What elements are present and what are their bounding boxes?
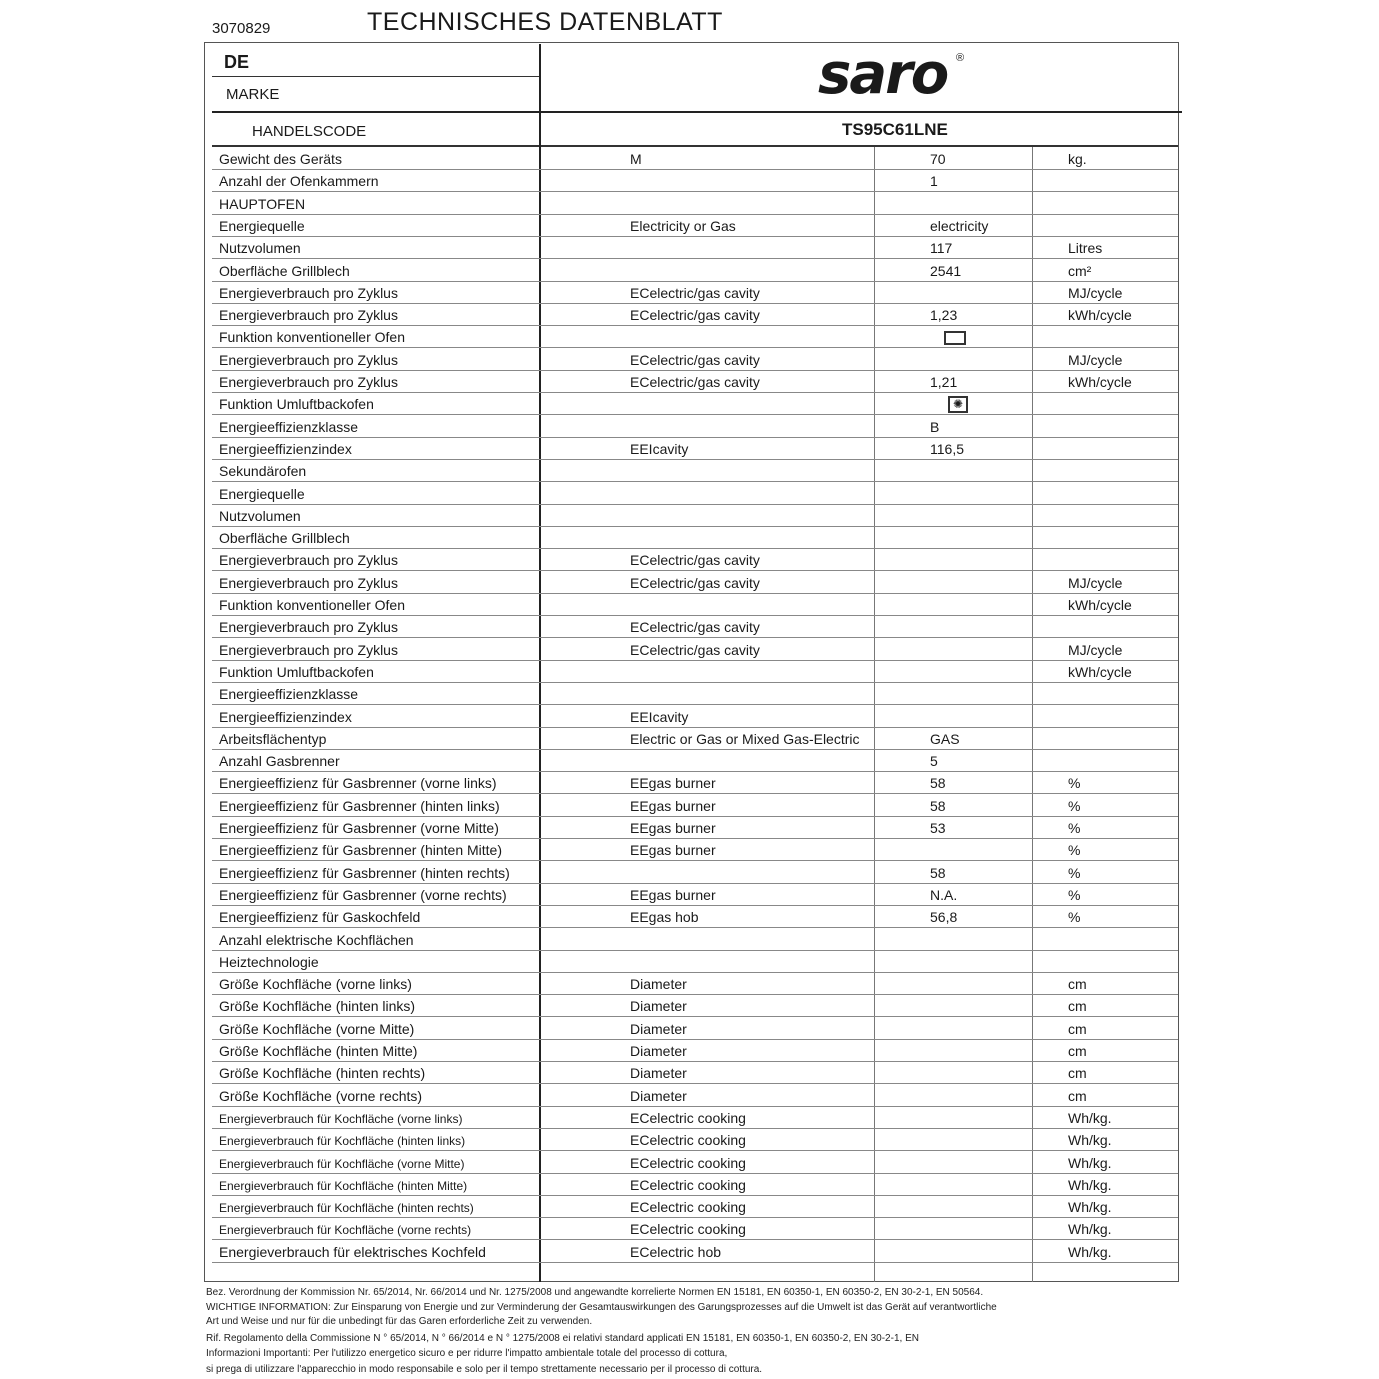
table-row <box>0 549 1379 571</box>
brand-logo: saro <box>818 42 948 107</box>
row-label: Energieverbrauch pro Zyklus <box>219 619 398 636</box>
row-symbol: ECelectric hob <box>630 1243 722 1260</box>
row-symbol: Diameter <box>630 1065 687 1082</box>
table-row <box>0 817 1379 839</box>
row-unit: cm <box>1068 1043 1087 1059</box>
row-unit: Wh/kg. <box>1068 1221 1112 1238</box>
row-label: Energieeffizienzindex <box>219 440 352 457</box>
row-unit: kWh/cycle <box>1068 307 1132 324</box>
row-value: 116,5 <box>930 440 964 457</box>
row-value: 117 <box>930 240 953 257</box>
row-symbol: ECelectric/gas cavity <box>630 307 760 324</box>
row-symbol: M <box>630 151 642 167</box>
row-value: 58 <box>930 864 946 881</box>
row-symbol: ECelectric/gas cavity <box>630 552 760 569</box>
table-row <box>0 616 1379 638</box>
row-value: B <box>930 418 940 435</box>
table-row <box>0 260 1379 282</box>
row-unit: Wh/kg. <box>1068 1199 1112 1216</box>
footer-line: WICHTIGE INFORMATION: Zur Einsparung von Energie und zur Verminderung der Gesamtauswirkungen des Garungsprozesses auf die Umwelt ist das Gerät auf verantwortliche <box>206 1302 997 1313</box>
row-label: Energieeffizienz für Gasbrenner (vorne links) <box>219 775 497 792</box>
row-label: Energieverbrauch für Kochfläche (hinten links) <box>219 1134 466 1149</box>
row-label: Energieverbrauch für Kochfläche (hinten rechts) <box>219 1201 474 1216</box>
row-symbol: ECelectric/gas cavity <box>630 374 760 390</box>
document-id: 3070829 <box>212 20 271 37</box>
row-label: Anzahl Gasbrenner <box>219 753 340 770</box>
row-value: 70 <box>930 151 946 167</box>
row-value: 1,21 <box>930 374 958 390</box>
row-value: N.A. <box>930 886 958 903</box>
row-symbol: ECelectric cooking <box>630 1199 746 1216</box>
row-unit: MJ/cycle <box>1068 641 1123 658</box>
row-unit: % <box>1068 864 1081 881</box>
row-unit: Wh/kg. <box>1068 1243 1112 1260</box>
row-value: 58 <box>930 775 946 792</box>
table-row <box>0 1040 1379 1062</box>
row-symbol: EEgas burner <box>630 842 716 859</box>
table-row <box>0 416 1379 438</box>
row-label: Nutzvolumen <box>219 507 301 524</box>
row-label: Energieverbrauch für Kochfläche (vorne rechts) <box>219 1223 472 1238</box>
row-unit: cm <box>1068 1020 1087 1037</box>
table-row <box>0 326 1379 348</box>
row-label: HAUPTOFEN <box>219 195 306 212</box>
row-symbol: ECelectric cooking <box>630 1176 746 1193</box>
row-label: Energieeffizienz für Gasbrenner (vorne Mitte) <box>219 820 499 836</box>
table-row <box>0 884 1379 906</box>
table-row <box>0 951 1379 973</box>
row-label: Energiequelle <box>219 485 305 502</box>
row-divider <box>212 1262 1178 1263</box>
language-code: DE <box>224 52 250 72</box>
page-title: TECHNISCHES DATENBLATT <box>367 8 723 36</box>
conventional-oven-icon <box>944 331 966 345</box>
row-label: Funktion konventioneller Ofen <box>219 329 405 346</box>
row-label: Energieverbrauch pro Zyklus <box>219 374 398 390</box>
footer-line: Bez. Verordnung der Kommission Nr. 65/2014, Nr. 66/2014 und Nr. 1275/2008 und angewandte korrelierte Normen EN 15181, EN 60350-1, EN 60350-2, EN 30-2-1, EN 50564. <box>206 1287 984 1298</box>
row-value: 5 <box>930 753 938 770</box>
table-row <box>0 505 1379 527</box>
row-unit: MJ/cycle <box>1068 284 1123 301</box>
row-label: Energieverbrauch pro Zyklus <box>219 351 398 368</box>
table-row <box>0 527 1379 549</box>
table-row <box>0 929 1379 951</box>
row-label: Energieverbrauch für Kochfläche (vorne links) <box>219 1111 463 1126</box>
table-row <box>0 706 1379 728</box>
row-label: Energieeffizienz für Gasbrenner (hinten rechts) <box>219 864 510 881</box>
row-symbol: ECelectric cooking <box>630 1109 746 1126</box>
row-label: Oberfläche Grillblech <box>219 262 350 279</box>
row-unit: kWh/cycle <box>1068 597 1132 613</box>
row-label: Anzahl elektrische Kochflächen <box>219 931 414 948</box>
fan-oven-icon: ✺ <box>948 396 968 413</box>
table-row <box>0 839 1379 861</box>
row-label: Arbeitsflächentyp <box>219 730 327 747</box>
row-unit: cm <box>1068 1065 1087 1082</box>
row-value: 56,8 <box>930 909 958 926</box>
footer-line: Rif. Regolamento della Commissione N ° 65/2014, N ° 66/2014 e N ° 1275/2008 ei relativi standard applicati EN 15181, EN 60350-1, EN 60350-2, EN 30-2-1, EN <box>206 1333 919 1344</box>
row-unit: Wh/kg. <box>1068 1154 1112 1171</box>
table-row <box>0 906 1379 928</box>
row-symbol: Diameter <box>630 1020 687 1037</box>
trade-code-label: HANDELSCODE <box>252 123 367 140</box>
row-value: electricity <box>930 217 989 234</box>
row-label: Energieeffizienz für Gasbrenner (hinten Mitte) <box>219 842 502 859</box>
row-label: Größe Kochfläche (hinten links) <box>219 998 416 1015</box>
row-symbol: Electricity or Gas <box>630 217 736 234</box>
row-unit: Litres <box>1068 240 1103 257</box>
row-label: Energieeffizienzklasse <box>219 686 359 703</box>
table-row <box>0 304 1379 326</box>
table-row <box>0 862 1379 884</box>
row-label: Energieverbrauch für elektrisches Kochfeld <box>219 1243 486 1260</box>
row-label: Größe Kochfläche (hinten Mitte) <box>219 1043 418 1059</box>
row-unit: cm <box>1068 998 1087 1015</box>
table-row <box>0 460 1379 482</box>
row-unit: MJ/cycle <box>1068 351 1123 368</box>
row-label: Nutzvolumen <box>219 240 301 257</box>
table-row <box>0 639 1379 661</box>
row-label: Funktion Umluftbackofen <box>219 663 374 680</box>
row-value: 58 <box>930 797 946 814</box>
row-label: Energieverbrauch pro Zyklus <box>219 284 398 301</box>
row-unit: Wh/kg. <box>1068 1176 1112 1193</box>
row-value: 2541 <box>930 262 962 279</box>
table-row <box>0 1107 1379 1129</box>
row-label: Energiequelle <box>219 217 305 234</box>
row-symbol: EEgas burner <box>630 886 716 903</box>
row-label: Heiztechnologie <box>219 953 319 970</box>
row-value: 53 <box>930 820 946 836</box>
row-value: 1 <box>930 173 938 190</box>
row-symbol: Diameter <box>630 1043 687 1059</box>
row-label: Energieverbrauch pro Zyklus <box>219 552 398 569</box>
table-row <box>0 438 1379 460</box>
row-label: Energieverbrauch pro Zyklus <box>219 307 398 324</box>
row-unit: kWh/cycle <box>1068 663 1132 680</box>
row-symbol: EEIcavity <box>630 440 689 457</box>
row-label: Sekundärofen <box>219 463 307 480</box>
table-row <box>0 995 1379 1017</box>
table-row <box>0 1241 1379 1263</box>
table-row <box>0 349 1379 371</box>
table-row <box>0 371 1379 393</box>
registered-mark: ® <box>956 52 965 64</box>
row-symbol: ECelectric/gas cavity <box>630 574 760 591</box>
row-unit: MJ/cycle <box>1068 574 1123 591</box>
row-symbol: ECelectric cooking <box>630 1132 746 1149</box>
row-symbol: EEgas burner <box>630 775 716 792</box>
table-row <box>0 215 1379 237</box>
row-symbol: ECelectric/gas cavity <box>630 284 760 301</box>
row-unit: cm² <box>1068 262 1092 279</box>
row-unit: % <box>1068 842 1081 859</box>
row-label: Größe Kochfläche (vorne rechts) <box>219 1087 423 1104</box>
table-row <box>0 772 1379 794</box>
row-unit: cm <box>1068 976 1087 993</box>
row-symbol: Electric or Gas or Mixed Gas-Electric <box>630 730 860 747</box>
table-row <box>0 1062 1379 1084</box>
table-row <box>0 393 1379 415</box>
row-label: Energieeffizienz für Gasbrenner (vorne rechts) <box>219 886 507 903</box>
row-symbol: Diameter <box>630 998 687 1015</box>
table-row <box>0 237 1379 259</box>
row-label: Oberfläche Grillblech <box>219 530 350 547</box>
row-unit: % <box>1068 909 1081 926</box>
table-row <box>0 572 1379 594</box>
footer-line: Informazioni Importanti: Per l'utilizzo energetico sicuro e per ridurre l'impatto ambientale totale del processo di cottura, <box>206 1348 728 1359</box>
table-row <box>0 148 1379 170</box>
row-symbol: EEIcavity <box>630 708 689 725</box>
row-unit: % <box>1068 775 1081 792</box>
row-value: GAS <box>930 730 960 747</box>
footer-line: Art und Weise und nur für die unbedingt für das Garen erforderliche Zeit zu verwenden. <box>206 1316 593 1327</box>
row-symbol: Diameter <box>630 1087 687 1104</box>
table-row <box>0 1018 1379 1040</box>
row-value: 1,23 <box>930 307 958 324</box>
table-row <box>0 973 1379 995</box>
row-symbol: ECelectric cooking <box>630 1154 746 1171</box>
row-label: Gewicht des Geräts <box>219 151 342 167</box>
divider <box>212 111 1182 113</box>
row-symbol: ECelectric/gas cavity <box>630 351 760 368</box>
row-symbol: EEgas hob <box>630 909 699 926</box>
table-row <box>0 1196 1379 1218</box>
row-unit: % <box>1068 820 1081 836</box>
table-row <box>0 1174 1379 1196</box>
footer-line: si prega di utilizzare l'apparecchio in modo responsabile e solo per il tempo strettamente necessario per il processo di cottura. <box>206 1364 763 1375</box>
row-symbol: ECelectric cooking <box>630 1221 746 1238</box>
row-label: Energieeffizienzklasse <box>219 418 359 435</box>
row-symbol: EEgas burner <box>630 820 716 836</box>
row-label: Anzahl der Ofenkammern <box>219 173 379 190</box>
table-row <box>0 483 1379 505</box>
row-unit: kWh/cycle <box>1068 374 1132 390</box>
row-unit: % <box>1068 797 1081 814</box>
row-label: Energieeffizienz für Gaskochfeld <box>219 909 421 926</box>
row-label: Energieeffizienz für Gasbrenner (hinten links) <box>219 797 500 814</box>
row-unit: cm <box>1068 1087 1087 1104</box>
row-symbol: Diameter <box>630 976 687 993</box>
row-unit: % <box>1068 886 1081 903</box>
row-symbol: EEgas burner <box>630 797 716 814</box>
table-row <box>0 1152 1379 1174</box>
row-label: Größe Kochfläche (vorne links) <box>219 976 412 993</box>
row-unit: kg. <box>1068 151 1087 167</box>
row-label: Größe Kochfläche (hinten rechts) <box>219 1065 426 1082</box>
divider <box>212 76 539 77</box>
table-row <box>0 1218 1379 1240</box>
row-label: Funktion Umluftbackofen <box>219 396 374 413</box>
table-row <box>0 594 1379 616</box>
brand-label: MARKE <box>226 86 280 103</box>
divider <box>212 145 1178 147</box>
row-label: Funktion konventioneller Ofen <box>219 597 405 613</box>
row-symbol: ECelectric/gas cavity <box>630 641 760 658</box>
table-row <box>0 193 1379 215</box>
row-label: Energieverbrauch pro Zyklus <box>219 641 398 658</box>
table-row <box>0 728 1379 750</box>
row-label: Energieeffizienzindex <box>219 708 352 725</box>
row-unit: Wh/kg. <box>1068 1109 1112 1126</box>
table-row <box>0 683 1379 705</box>
row-label: Energieverbrauch für Kochfläche (vorne Mitte) <box>219 1156 465 1171</box>
table-row <box>0 170 1379 192</box>
row-label: Energieverbrauch für Kochfläche (hinten Mitte) <box>219 1178 468 1193</box>
row-label: Größe Kochfläche (vorne Mitte) <box>219 1020 415 1037</box>
table-row <box>0 795 1379 817</box>
row-label: Energieverbrauch pro Zyklus <box>219 574 398 591</box>
trade-code-value: TS95C61LNE <box>842 120 948 139</box>
table-row <box>0 1085 1379 1107</box>
table-row <box>0 661 1379 683</box>
row-unit: Wh/kg. <box>1068 1132 1112 1149</box>
table-row <box>0 750 1379 772</box>
row-symbol: ECelectric/gas cavity <box>630 619 760 636</box>
table-row <box>0 1129 1379 1151</box>
table-row <box>0 282 1379 304</box>
